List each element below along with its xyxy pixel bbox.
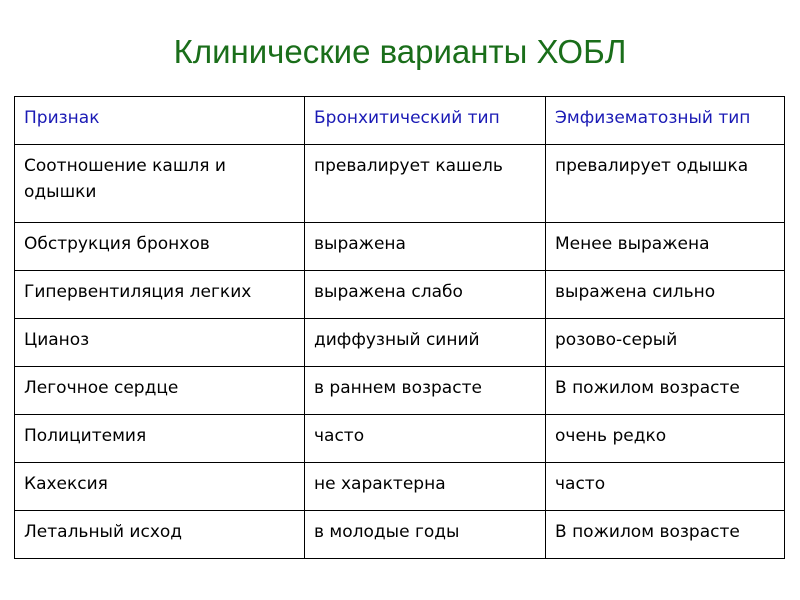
table-cell: часто [546,463,785,511]
table-cell: Легочное сердце [15,367,305,415]
table-cell: Менее выражена [546,223,785,271]
table-cell: Летальный исход [15,511,305,559]
table-cell: превалирует одышка [546,145,785,223]
table-cell: выражена слабо [305,271,546,319]
table-cell: В пожилом возрасте [546,511,785,559]
table-row [15,367,785,415]
table-cell: в молодые годы [305,511,546,559]
table-cell: выражена сильно [546,271,785,319]
table-row [15,511,785,559]
table-cell: розово-серый [546,319,785,367]
table-row [15,415,785,463]
header-cell-bronchitic: Бронхитический тип [305,97,546,145]
table-cell: выражена [305,223,546,271]
table-cell: диффузный синий [305,319,546,367]
table-cell: часто [305,415,546,463]
table-cell: в раннем возрасте [305,367,546,415]
table-cell: Обструкция бронхов [15,223,305,271]
header-cell-emphysematous: Эмфизематозный тип [546,97,785,145]
table-cell: Соотношение кашля и одышки [15,145,305,223]
slide-title: Клинические варианты ХОБЛ [173,33,627,70]
table-cell: Цианоз [15,319,305,367]
table-row [15,145,785,223]
header-cell-feature: Признак [15,97,305,145]
table-cell: очень редко [546,415,785,463]
table-row [15,271,785,319]
table-cell: не характерна [305,463,546,511]
table-row [15,463,785,511]
table-cell: Кахексия [15,463,305,511]
table-cell: Полицитемия [15,415,305,463]
table-header-row [15,97,785,145]
table-cell: превалирует кашель [305,145,546,223]
table-cell: В пожилом возрасте [546,367,785,415]
table-cell: Гипервентиляция легких [15,271,305,319]
table-row [15,319,785,367]
table-row [15,223,785,271]
comparison-table [14,96,785,559]
